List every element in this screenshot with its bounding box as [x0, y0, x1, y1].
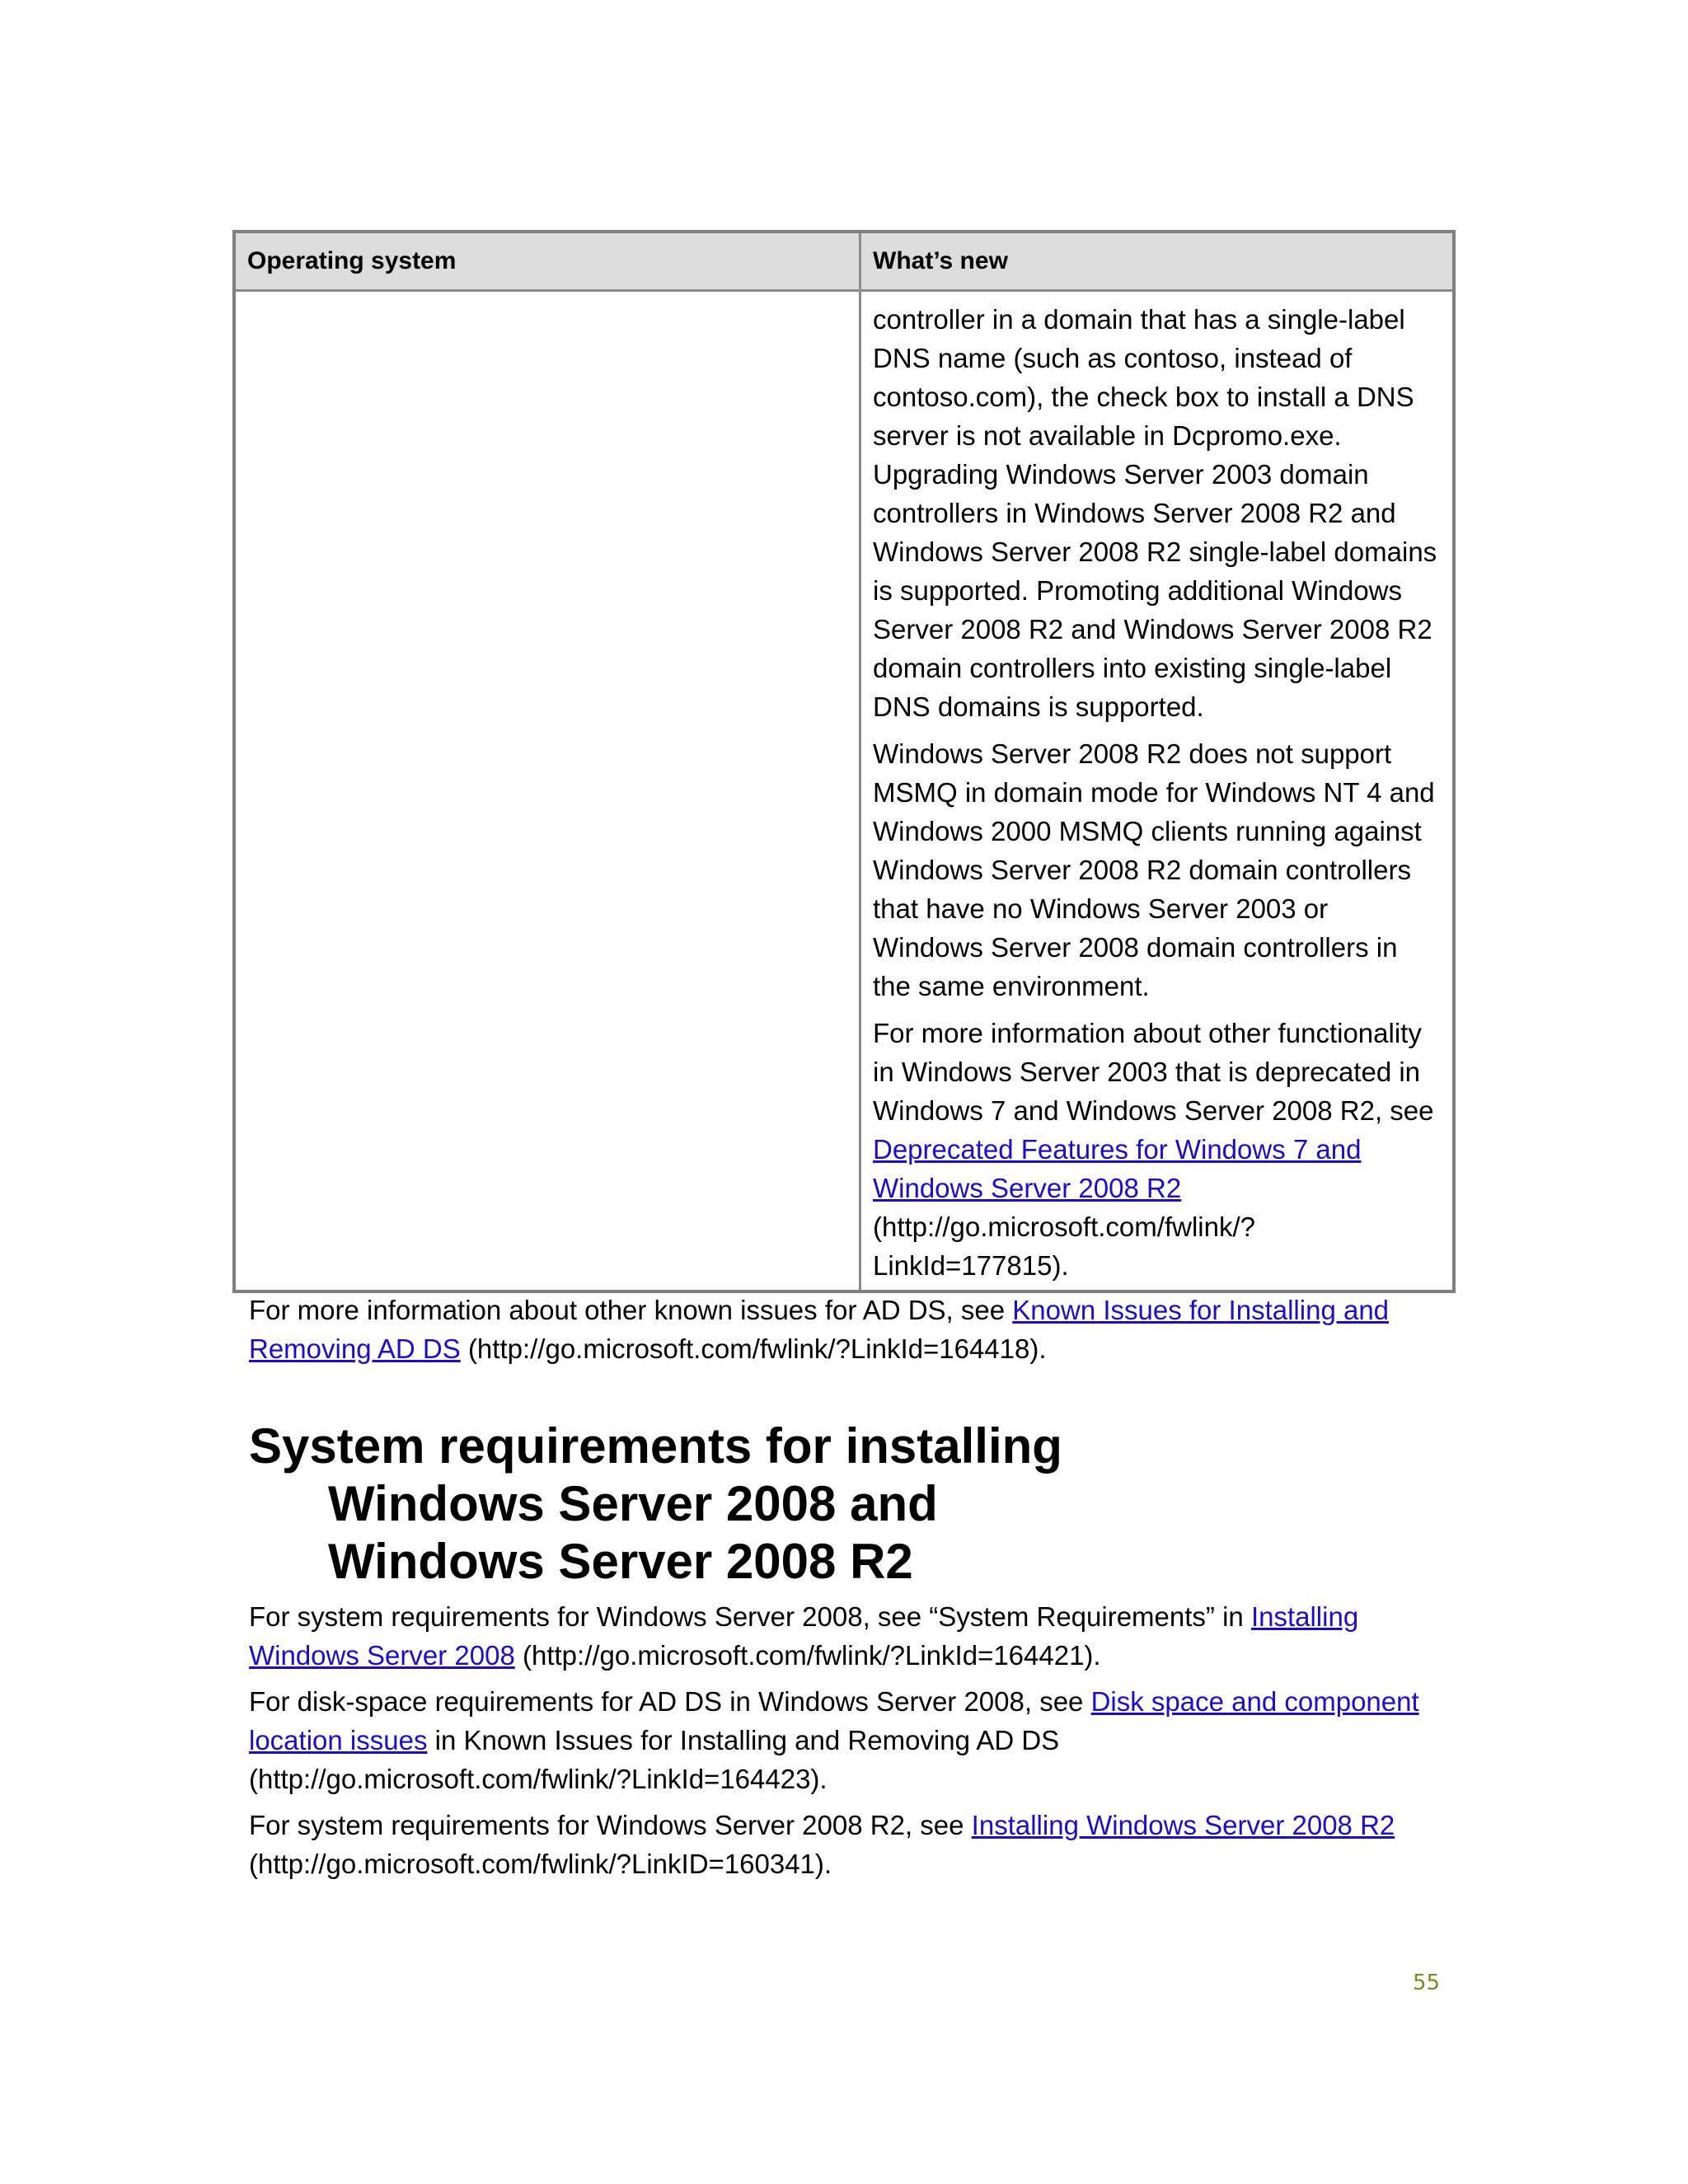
heading-line-2: Windows Server 2008 and: [328, 1476, 938, 1531]
heading-line-1: System requirements for installing: [249, 1418, 1062, 1474]
known-issues-text: For more information about other known issues for AD DS, see: [249, 1295, 1006, 1325]
ws2008r2-requirements-paragraph: [249, 1806, 1469, 1883]
header-whats-new: What’s new: [860, 232, 1455, 291]
ws2008-requirements-text: For system requirements for Windows Server 2008, see “System Requirements” in: [249, 1601, 1244, 1632]
dns-single-label-paragraph: controller in a domain that has a single-label DNS name (such as contoso, instead of contoso.com), the check box to install a DNS server is not available in Dcpromo.exe. Upgrading Windows Server 2003 domain controllers in Windows Server 2008 R2 and Windows Server 2008 R2 single-label domains is supported. Promoting additional Windows Server 2008 R2 and Windows Server 2008 R2 domain controllers into existing single-label DNS domains is supported.: [873, 304, 1437, 722]
page-number: 55: [1413, 1971, 1441, 1995]
disk-space-link[interactable]: Disk space and component location issues: [249, 1686, 1419, 1755]
cell-operating-system: [234, 291, 860, 1292]
installing-ws2008r2-link[interactable]: Installing Windows Server 2008 R2: [971, 1810, 1395, 1840]
section-heading: [249, 1418, 1403, 1591]
table-header-row: [234, 232, 1454, 291]
heading-line-3: Windows Server 2008 R2: [328, 1534, 913, 1589]
os-whats-new-table: [232, 230, 1456, 1293]
deprecated-features-link[interactable]: Deprecated Features for Windows 7 and Windows Server 2008 R2: [873, 1134, 1362, 1203]
disk-space-url: (http://go.microsoft.com/fwlink/?LinkId=164423).: [249, 1764, 828, 1794]
disk-space-text: For disk-space requirements for AD DS in Windows Server 2008, see: [249, 1686, 1084, 1717]
deprecated-features-text: For more information about other functionality in Windows Server 2003 that is deprecated in Windows 7 and Windows Server 2008 R2, see: [873, 1018, 1434, 1126]
ws2008-requirements-paragraph: [249, 1597, 1469, 1675]
header-operating-system: Operating system: [234, 232, 860, 291]
table-row: [234, 291, 1454, 1292]
known-issues-paragraph: [249, 1291, 1469, 1368]
disk-space-paragraph: [249, 1682, 1469, 1798]
deprecated-features-url: (http://go.microsoft.com/fwlink/?LinkId=177815).: [873, 1212, 1255, 1281]
disk-space-after-text: in Known Issues for Installing and Removing AD DS: [434, 1725, 1060, 1755]
cell-whats-new: [860, 291, 1455, 1292]
installing-ws2008r2-url: (http://go.microsoft.com/fwlink/?LinkID=160341).: [249, 1849, 832, 1879]
installing-ws2008-url: (http://go.microsoft.com/fwlink/?LinkId=164421).: [523, 1640, 1101, 1671]
ws2008r2-requirements-text: For system requirements for Windows Server 2008 R2, see: [249, 1810, 964, 1840]
known-issues-link[interactable]: Known Issues for Installing and Removing AD DS: [249, 1295, 1390, 1364]
installing-ws2008-link[interactable]: Installing Windows Server 2008: [249, 1601, 1359, 1671]
known-issues-url: (http://go.microsoft.com/fwlink/?LinkId=164418).: [467, 1333, 1047, 1364]
deprecated-features-paragraph: [873, 1014, 1441, 1285]
msmq-paragraph: Windows Server 2008 R2 does not support MSMQ in domain mode for Windows NT 4 and Windows 2000 MSMQ clients running against Windows Server 2008 R2 domain controllers that have no Windows Server 2003 or Windows Server 2008 domain controllers in the same environment.: [873, 738, 1435, 1001]
